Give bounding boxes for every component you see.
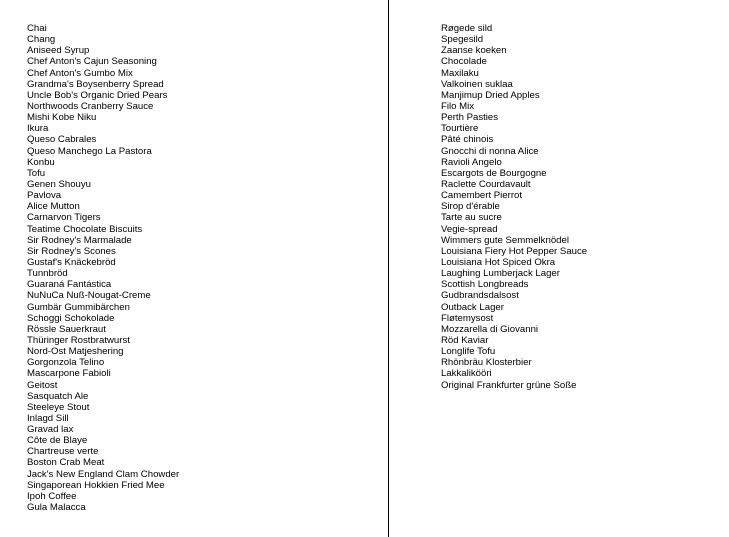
product-name: Inlagd Sill [27, 412, 69, 424]
product-list-left-column [27, 23, 179, 513]
product-name: Fløtemysost [441, 312, 494, 324]
product-name: Wimmers gute Semmelknödel [441, 234, 569, 246]
product-name: Filo Mix [441, 100, 475, 112]
product-name: Longlife Tofu [441, 346, 496, 358]
product-name: Boston Crab Meat [27, 457, 105, 469]
product-name: Louisiana Fiery Hot Pepper Sauce [441, 245, 588, 257]
product-name: Chef Anton's Cajun Seasoning [27, 56, 157, 68]
product-name: Northwoods Cranberry Sauce [27, 100, 154, 112]
product-name: Rössle Sauerkraut [27, 323, 106, 335]
product-name: Grandma's Boysenberry Spread [27, 78, 164, 90]
product-name: Gnocchi di nonna Alice [441, 145, 539, 157]
product-name: Chang [27, 34, 56, 46]
product-name: Geitost [27, 379, 58, 391]
product-name: Carnarvon Tigers [27, 212, 101, 224]
product-name: Sirop d'érable [441, 201, 500, 213]
product-name: Louisiana Hot Spiced Okra [441, 256, 556, 268]
product-name: Konbu [27, 156, 55, 168]
product-name: Mozzarella di Giovanni [441, 323, 539, 335]
product-name: Alice Mutton [27, 201, 80, 213]
product-name: NuNuCa Nuß-Nougat-Creme [27, 290, 151, 302]
product-name: Tunnbröd [27, 268, 68, 280]
product-name: Lakkalikööri [441, 368, 492, 380]
product-name: Spegesild [441, 34, 484, 46]
product-name: Singaporean Hokkien Fried Mee [27, 479, 165, 491]
product-name: Outback Lager [441, 301, 504, 313]
product-name: Gumbär Gummibärchen [27, 301, 130, 313]
product-name: Sasquatch Ale [27, 390, 89, 402]
product-name: Pâté chinois [441, 134, 494, 146]
product-name: Guaraná Fantástica [27, 279, 112, 291]
product-name: Queso Manchego La Pastora [27, 145, 152, 157]
product-name: Mishi Kobe Niku [27, 112, 97, 124]
product-name: Mascarpone Fabioli [27, 368, 111, 380]
column-divider [388, 0, 389, 537]
product-name: Steeleye Stout [27, 401, 90, 413]
product-name: Uncle Bob's Organic Dried Pears [27, 89, 168, 101]
product-name: Perth Pasties [441, 112, 499, 124]
product-name: Laughing Lumberjack Lager [441, 268, 560, 280]
product-name: Sir Rodney's Marmalade [27, 234, 132, 246]
product-name: Aniseed Syrup [27, 45, 90, 57]
product-name: Ravioli Angelo [441, 156, 502, 168]
product-name: Escargots de Bourgogne [441, 167, 547, 179]
product-name: Jack's New England Clam Chowder [27, 468, 180, 480]
product-name: Nord-Ost Matjeshering [27, 346, 124, 358]
product-name: Gravad lax [27, 424, 74, 436]
product-name: Thüringer Rostbratwurst [27, 334, 130, 346]
product-name: Tarte au sucre [441, 212, 502, 224]
product-name: Queso Cabrales [27, 134, 97, 146]
product-name: Gula Malacca [27, 502, 86, 514]
product-list-right-column [441, 23, 587, 391]
product-name: Genen Shouyu [27, 178, 92, 190]
product-name: Camembert Pierrot [441, 190, 523, 202]
product-name: Chai [27, 23, 47, 34]
product-name: Teatime Chocolate Biscuits [27, 223, 143, 235]
product-name: Gorgonzola Telino [27, 357, 105, 369]
product-name: Scottish Longbreads [441, 279, 529, 291]
product-name: Zaanse koeken [441, 45, 507, 57]
product-name: Gudbrandsdalsost [441, 290, 519, 302]
product-name: Manjimup Dried Apples [441, 89, 540, 101]
product-name: Pavlova [27, 190, 62, 202]
product-name: Original Frankfurter grüne Soße [441, 379, 577, 391]
product-name: Maxilaku [441, 67, 479, 79]
product-name: Tourtière [441, 123, 479, 135]
product-name: Chocolade [441, 56, 487, 68]
product-name: Röd Kaviar [441, 334, 489, 346]
product-name: Rhönbräu Klosterbier [441, 357, 532, 369]
product-name: Schoggi Schokolade [27, 312, 115, 324]
product-name: Valkoinen suklaa [441, 78, 513, 90]
product-name: Chef Anton's Gumbo Mix [27, 67, 133, 79]
product-name: Røgede sild [441, 23, 493, 34]
product-name: Sir Rodney's Scones [27, 245, 116, 257]
product-name: Chartreuse verte [27, 446, 99, 458]
product-name: Gustaf's Knäckebröd [27, 256, 116, 268]
product-name: Ipoh Coffee [27, 490, 77, 502]
product-name: Vegie-spread [441, 223, 498, 235]
product-name: Côte de Blaye [27, 435, 88, 447]
product-name: Tofu [27, 167, 46, 179]
product-name: Raclette Courdavault [441, 178, 531, 190]
product-name: Ikura [27, 123, 49, 135]
